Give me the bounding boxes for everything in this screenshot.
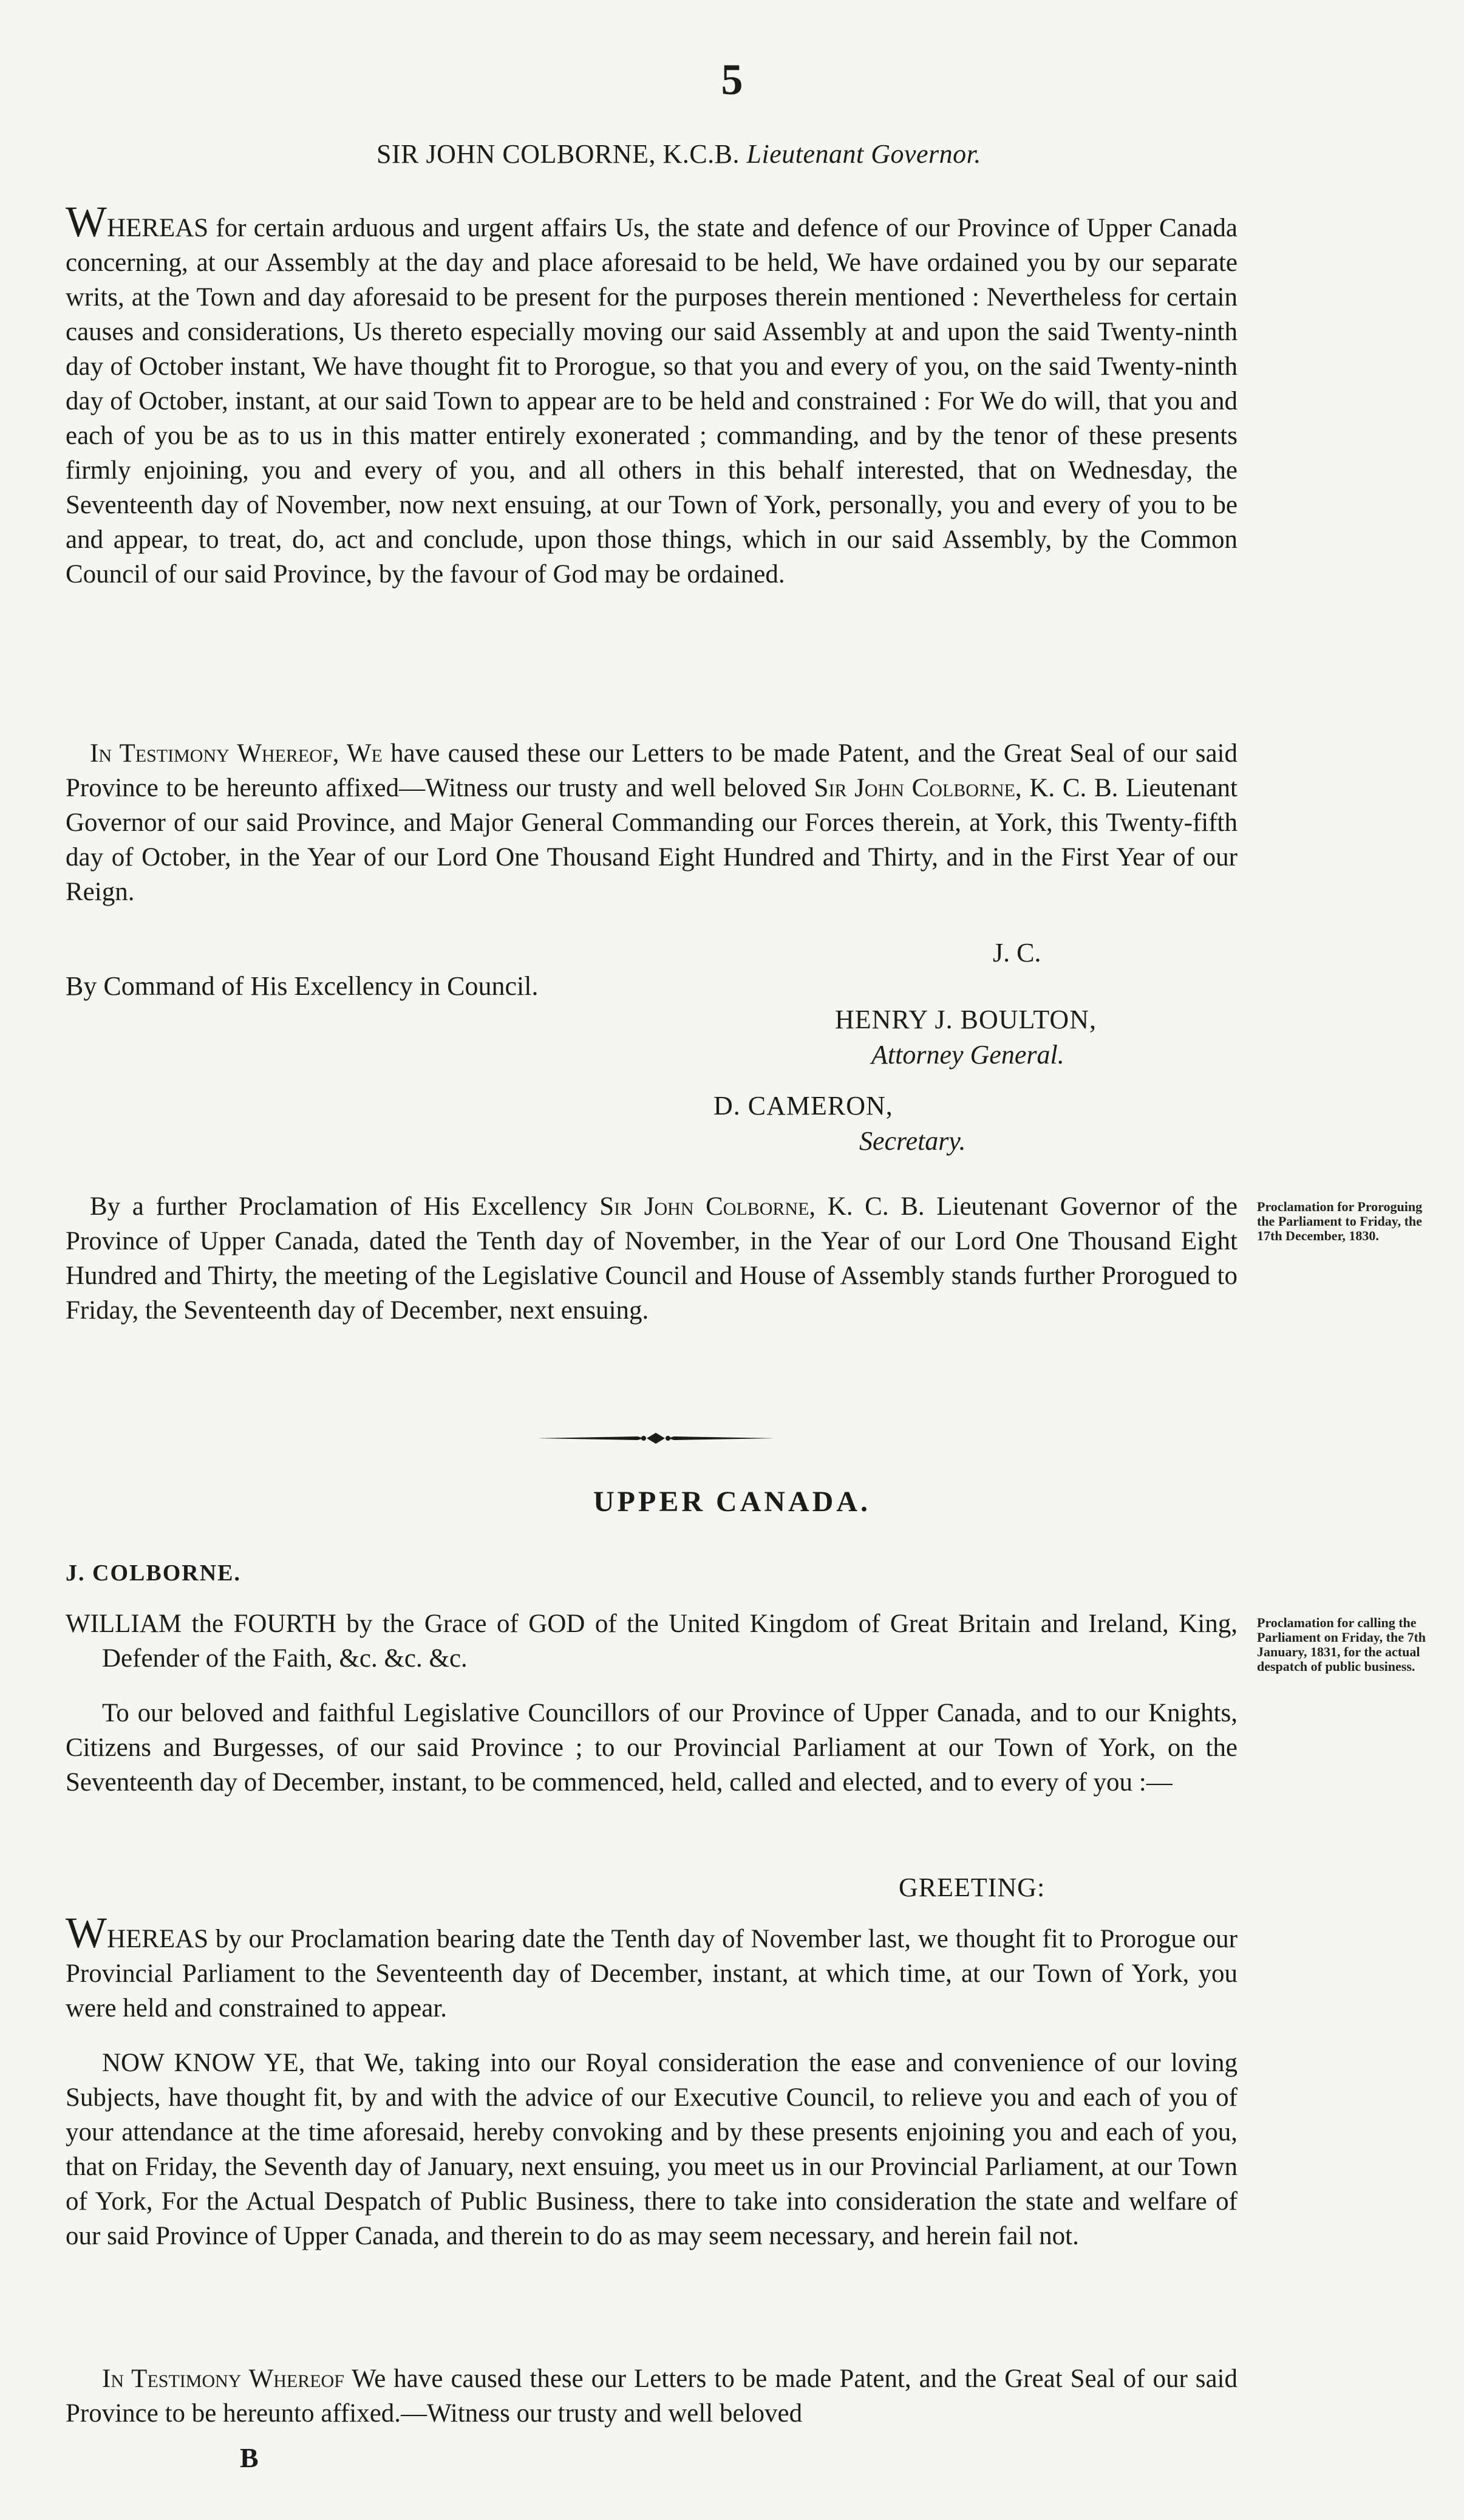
section-title: UPPER CANADA. [593,1486,871,1518]
further-governor: Sir John Colborne, [599,1192,816,1221]
testimony-text-2: We have caused these our Letters to be made Patent, and the Great Seal of our said Province to be hereunto affixed.—Witness our trusty and well beloved [66,2365,1238,2428]
king-title-line: WILLIAM the FOURTH by the Grace of GOD of the United Kingdom of Great Britain and Ireland, King, Defender of the Faith, &c. &c. &c. [66,1610,1238,1673]
testimony-paragraph-2 [66,2361,1238,2431]
testimony-lead: In Testimony Whereof, We [90,739,383,768]
secretary-title: Secretary. [859,1126,966,1156]
proclamation-text: HEREAS for certain arduous and urgent affairs Us, the state and defence of our Province of Upper Canada concerning, at our Assembly at the day and place aforesaid to be held, We have ordained you by our separate writs, at the Town and day aforesaid to be present for the purposes therein mentioned : Nevertheless for certain causes and considerations, Us thereto especially moving our said Assembly at and upon the said Twenty-ninth day of October instant, We have thought fit to Prorogue, so that you and every of you, on the said Twenty-ninth day of October, instant, at our said Town to appear are to be held and constrained : For We do will, that you and each of you be as to us in this matter entirely exonerated ; commanding, and by the tenor of these presents firmly enjoining, you and every of you, and all others in this behalf interested, that on Wednesday, the Seventeenth day of November, now next ensuing, at our Town of York, personally, you and every of you to be and appear, to treat, do, act and conclude, upon those things, which in our said Assembly, by the Common Council of our said Province, by the favour of God may be ordained. [66,214,1238,589]
drop-cap: W [66,197,107,246]
further-proclamation [66,1189,1238,1328]
heading-title: Lieutenant Governor. [746,139,981,169]
testimony-text-a: have caused these our Letters to be made Patent, and the Great Seal of our said Province to be hereunto affixed—Witness our trusty and well beloved [66,739,1238,802]
ornamental-divider [534,1431,777,1446]
testimony-lead-2: In Testimony Whereof [102,2365,344,2393]
attorney-title: Attorney General. [871,1040,1064,1070]
secretary-name: D. CAMERON, [713,1091,893,1121]
whereas-paragraph [66,1908,1238,2026]
testimony-paragraph [66,736,1238,909]
signature-mark: B [240,2442,259,2473]
page-number: 5 [721,55,743,104]
whereas-text: HEREAS by our Proclamation bearing date the Tenth day of November last, we thought fit to Prorogue our Provincial Parliament to the Seventeenth day of December, instant, at which time, at our Town of York, you were held and constrained to appear. [66,1925,1238,2023]
proclamation-heading [376,138,981,169]
margin-note-prorogue: Proclamation for Proroguing the Parliament to Friday, the 17th December, 1830. [1257,1199,1423,1243]
proclamation-body [66,197,1238,592]
testimony-governor: Sir John Colborne, [814,774,1022,802]
address-paragraph: To our beloved and faithful Legislative Councillors of our Province of Upper Canada, and to our Knights, Citizens and Burgesses, of our said Province ; to our Provincial Parliament at our Town of York, on the Seventeenth day of December, instant, to be commenced, held, called and elected, and to every of you :— [66,1699,1238,1797]
margin-note-calling: Proclamation for calling the Parliament on Friday, the 7th January, 1831, for the actual despatch of public business. [1257,1615,1426,1674]
heading-name: SIR JOHN COLBORNE, K.C.B. [376,139,740,169]
colborne-signature: J. COLBORNE. [66,1560,241,1586]
testimony-text-b: K. C. B. Lieutenant Governor of our said Province, and Major General Commanding our Forces therein, at York, this Twenty-fifth day of October, in the Year of our Lord One Thousand Eight Hundred and Thirty, and in the First Year of our Reign. [66,774,1238,906]
attorney-name: HENRY J. BOULTON, [835,1005,1097,1034]
further-text-b: K. C. B. Lieutenant Governor of the Province of Upper Canada, dated the Tenth day of November, in the Year of our Lord One Thousand Eight Hundred and Thirty, the meeting of the Legislative Council and House of Assembly stands further Prorogued to Friday, the Seventeenth day of December, next ensuing. [66,1192,1238,1325]
now-know-ye-paragraph: NOW KNOW YE, that We, taking into our Royal consideration the ease and convenience of our loving Subjects, have thought fit, by and with the advice of our Executive Council, to relieve you and each of you of your attendance at the time aforesaid, hereby convoking and by these presents enjoining you and each of you, that on Friday, the Seventh day of January, next ensuing, you meet us in our Provincial Parliament, at our Town of York, For the Actual Despatch of Public Business, there to take into consideration the state and welfare of our said Province of Upper Canada, and therein to do as may seem necessary, and herein fail not. [66,2049,1238,2250]
greeting: GREETING: [899,1873,1046,1902]
further-text-a: By a further Proclamation of His Excellency [90,1192,600,1221]
initials: J. C. [993,938,1041,968]
drop-cap-2: W [66,1908,107,1957]
by-command-line: By Command of His Excellency in Council. [66,971,539,1001]
